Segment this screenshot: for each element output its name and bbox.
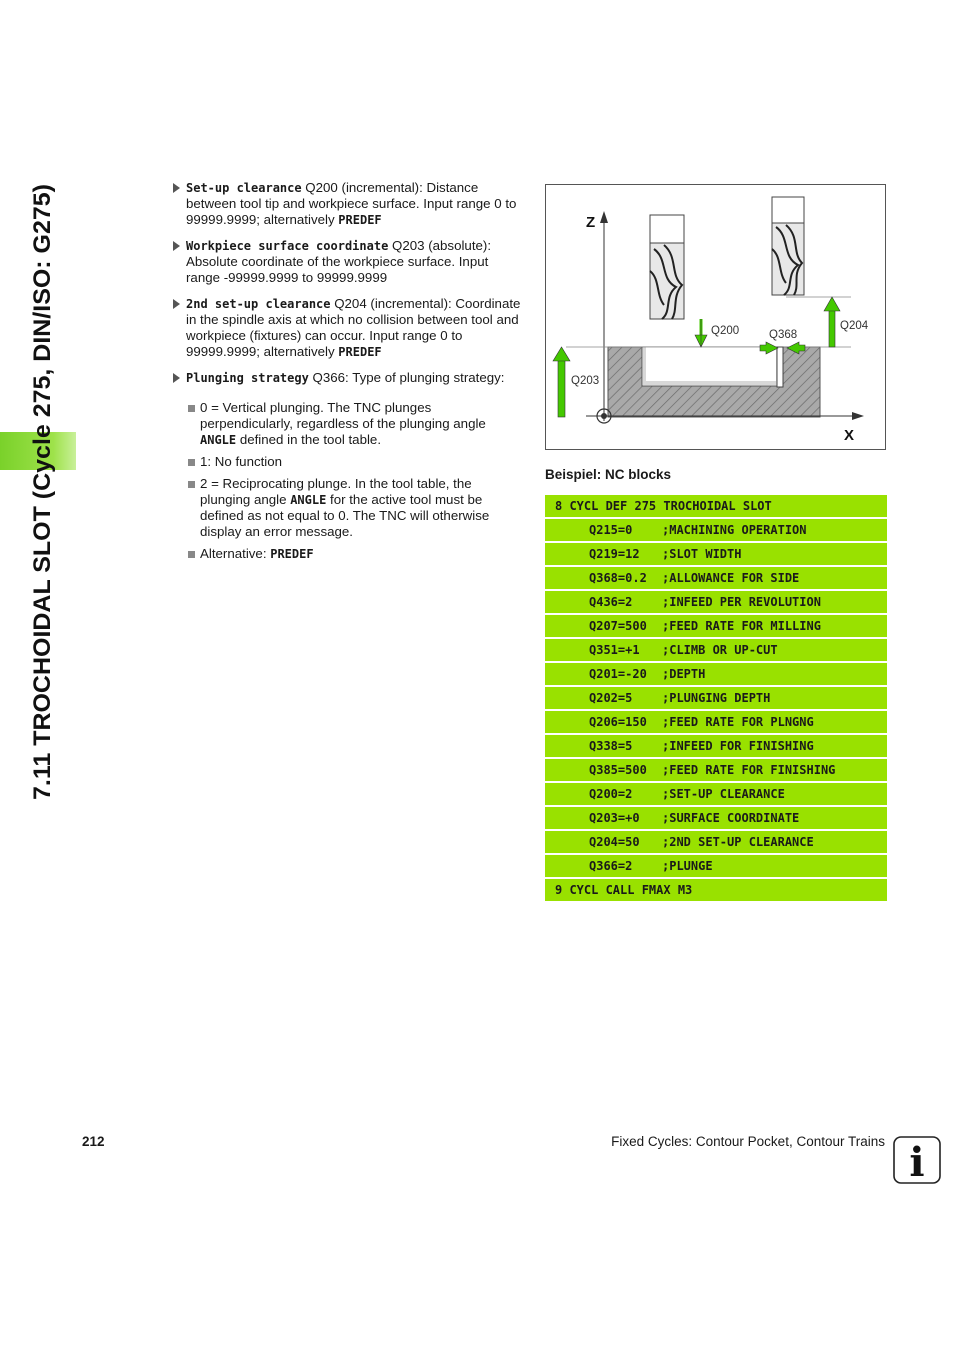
milling-tool-left: [650, 215, 684, 319]
param-item: [172, 370, 524, 386]
nc-block-code: 9 CYCL CALL FMAX M3: [555, 883, 693, 897]
bullet-arrow-icon: [173, 299, 180, 309]
side-chapter-title: [20, 180, 60, 800]
square-bullet-icon: [188, 459, 195, 466]
q203-arrow-icon: [553, 347, 570, 361]
nc-block-comment: ;ALLOWANCE FOR SIDE: [662, 571, 800, 585]
strategy-option: [172, 454, 524, 470]
param-code: Workpiece surface coordinate: [186, 239, 389, 253]
x-axis-arrow-icon: [852, 412, 864, 420]
footer-chapter: Fixed Cycles: Contour Pocket, Contour Trains: [611, 1134, 885, 1149]
q203-label: Q203: [571, 375, 600, 387]
param-code: Plunging strategy: [186, 371, 309, 385]
nc-block-code: Q219=12: [589, 547, 640, 561]
param-text: Q204 (incremental): Coordinate in the spindle axis at which no collision between tool and workpiece (fixtures) can occur. Input range 0 to 99999.9999; alternatively: [186, 296, 521, 359]
nc-block-row: [545, 543, 887, 565]
nc-block-row: [545, 807, 887, 829]
nc-block-row: [545, 855, 887, 877]
nc-block-row: [545, 639, 887, 661]
nc-block-row: [545, 783, 887, 805]
nc-block-row: [545, 591, 887, 613]
example-title: Beispiel: NC blocks: [545, 467, 672, 482]
nc-block-row: [545, 495, 887, 517]
nc-block-row: [545, 879, 887, 901]
nc-block-code: Q351=+1: [589, 643, 640, 657]
option-text: 2 = Reciprocating plunge. In the tool table, the plunging angle: [200, 476, 472, 507]
nc-block-comment: ;FEED RATE FOR FINISHING: [662, 763, 836, 777]
square-bullet-icon: [188, 551, 195, 558]
nc-block-comment: ;DEPTH: [662, 667, 706, 681]
strategy-options: [172, 400, 524, 562]
option-text: 1: No function: [200, 454, 283, 469]
param-item: [172, 180, 524, 228]
nc-block-code: Q202=5: [589, 691, 633, 705]
nc-block-row: [545, 663, 887, 685]
strategy-option: [172, 476, 524, 540]
nc-block-row: [545, 831, 887, 853]
bullet-arrow-icon: [173, 183, 180, 193]
nc-block-comment: ;SURFACE COORDINATE: [662, 811, 800, 825]
side-title-text: 7.11 TROCHOIDAL SLOT (Cycle 275, DIN/ISO: G275): [29, 208, 56, 800]
nc-block-code: Q215=0: [589, 523, 633, 537]
nc-block-row: [545, 687, 887, 709]
page-number: 212: [82, 1134, 105, 1149]
nc-block-comment: ;INFEED FOR FINISHING: [662, 739, 814, 753]
nc-block-code: Q206=150: [589, 715, 647, 729]
bullet-arrow-icon: [173, 241, 180, 251]
param-code: 2nd set-up clearance: [186, 297, 331, 311]
nc-block-code: Q203=+0: [589, 811, 640, 825]
nc-block-code: Q207=500: [589, 619, 647, 633]
bullet-arrow-icon: [173, 373, 180, 383]
info-glyph: i: [909, 1139, 925, 1184]
param-text: Q366: Type of plunging strategy:: [308, 370, 505, 385]
nc-block-comment: ;FEED RATE FOR PLNGNG: [662, 715, 814, 729]
option-text: 0 = Vertical plunging. The TNC plunges perpendicularly, regardless of the plunging angle: [200, 400, 486, 431]
param-tail: PREDEF: [338, 345, 382, 359]
option-code: PREDEF: [270, 547, 314, 561]
nc-block-row: [545, 615, 887, 637]
info-icon: [893, 1136, 941, 1184]
q204-arrow-icon: [824, 297, 840, 311]
nc-block-code: Q436=2: [589, 595, 633, 609]
param-text: Q200 (incremental): Distance between tool tip and workpiece surface. Input range 0 to 99999.9999; alternatively: [186, 180, 517, 227]
nc-blocks: [545, 495, 887, 903]
nc-block-comment: ;CLIMB OR UP-CUT: [662, 643, 778, 657]
nc-block-row: [545, 711, 887, 733]
z-axis-arrow-icon: [600, 211, 608, 223]
milling-tool-right: [772, 197, 804, 295]
nc-block-code: Q200=2: [589, 787, 633, 801]
square-bullet-icon: [188, 481, 195, 488]
nc-block-row: [545, 567, 887, 589]
x-axis-label: X: [844, 427, 855, 444]
nc-block-comment: ;FEED RATE FOR MILLING: [662, 619, 821, 633]
nc-block-comment: ;SLOT WIDTH: [662, 547, 742, 561]
nc-block-comment: ;SET-UP CLEARANCE: [662, 787, 785, 801]
nc-block-code: Q366=2: [589, 859, 633, 873]
nc-block-code: Q201=-20: [589, 667, 647, 681]
param-code: Set-up clearance: [186, 181, 302, 195]
nc-block-comment: ;PLUNGING DEPTH: [662, 691, 771, 705]
param-text: Q203 (absolute): Absolute coordinate of the workpiece surface. Input range -99999.9999 to 99999.9999: [186, 238, 492, 285]
nc-block-comment: ;INFEED PER REVOLUTION: [662, 595, 821, 609]
strategy-option: [172, 400, 524, 448]
q204-label: Q204: [840, 320, 869, 332]
nc-block-row: [545, 519, 887, 541]
nc-block-code: Q368=0.2: [589, 571, 647, 585]
param-item: [172, 296, 524, 360]
nc-block-comment: ;PLUNGE: [662, 859, 713, 873]
param-item: [172, 238, 524, 286]
option-text: for the active tool must be defined as not equal to 0. The TNC will otherwise display an error message.: [200, 492, 490, 539]
square-bullet-icon: [188, 405, 195, 412]
param-tail: PREDEF: [338, 213, 382, 227]
q200-label: Q200: [711, 325, 740, 337]
option-code: ANGLE: [200, 433, 237, 447]
z-axis-label: Z: [586, 214, 596, 231]
nc-block-code: Q204=50: [589, 835, 640, 849]
option-text: defined in the tool table.: [236, 432, 382, 447]
option-text: Alternative:: [200, 546, 271, 561]
strategy-option: [172, 546, 524, 562]
nc-block-comment: ;MACHINING OPERATION: [662, 523, 807, 537]
nc-block-row: [545, 759, 887, 781]
q368-label: Q368: [769, 329, 798, 341]
nc-block-row: [545, 735, 887, 757]
nc-block-code: 8 CYCL DEF 275 TROCHOIDAL SLOT: [555, 499, 772, 513]
nc-block-comment: ;2ND SET-UP CLEARANCE: [662, 835, 814, 849]
parameter-list: [172, 180, 524, 568]
nc-block-code: Q338=5: [589, 739, 633, 753]
nc-block-code: Q385=500: [589, 763, 647, 777]
trochoidal-slot-diagram: [545, 184, 886, 450]
option-code: ANGLE: [290, 493, 327, 507]
